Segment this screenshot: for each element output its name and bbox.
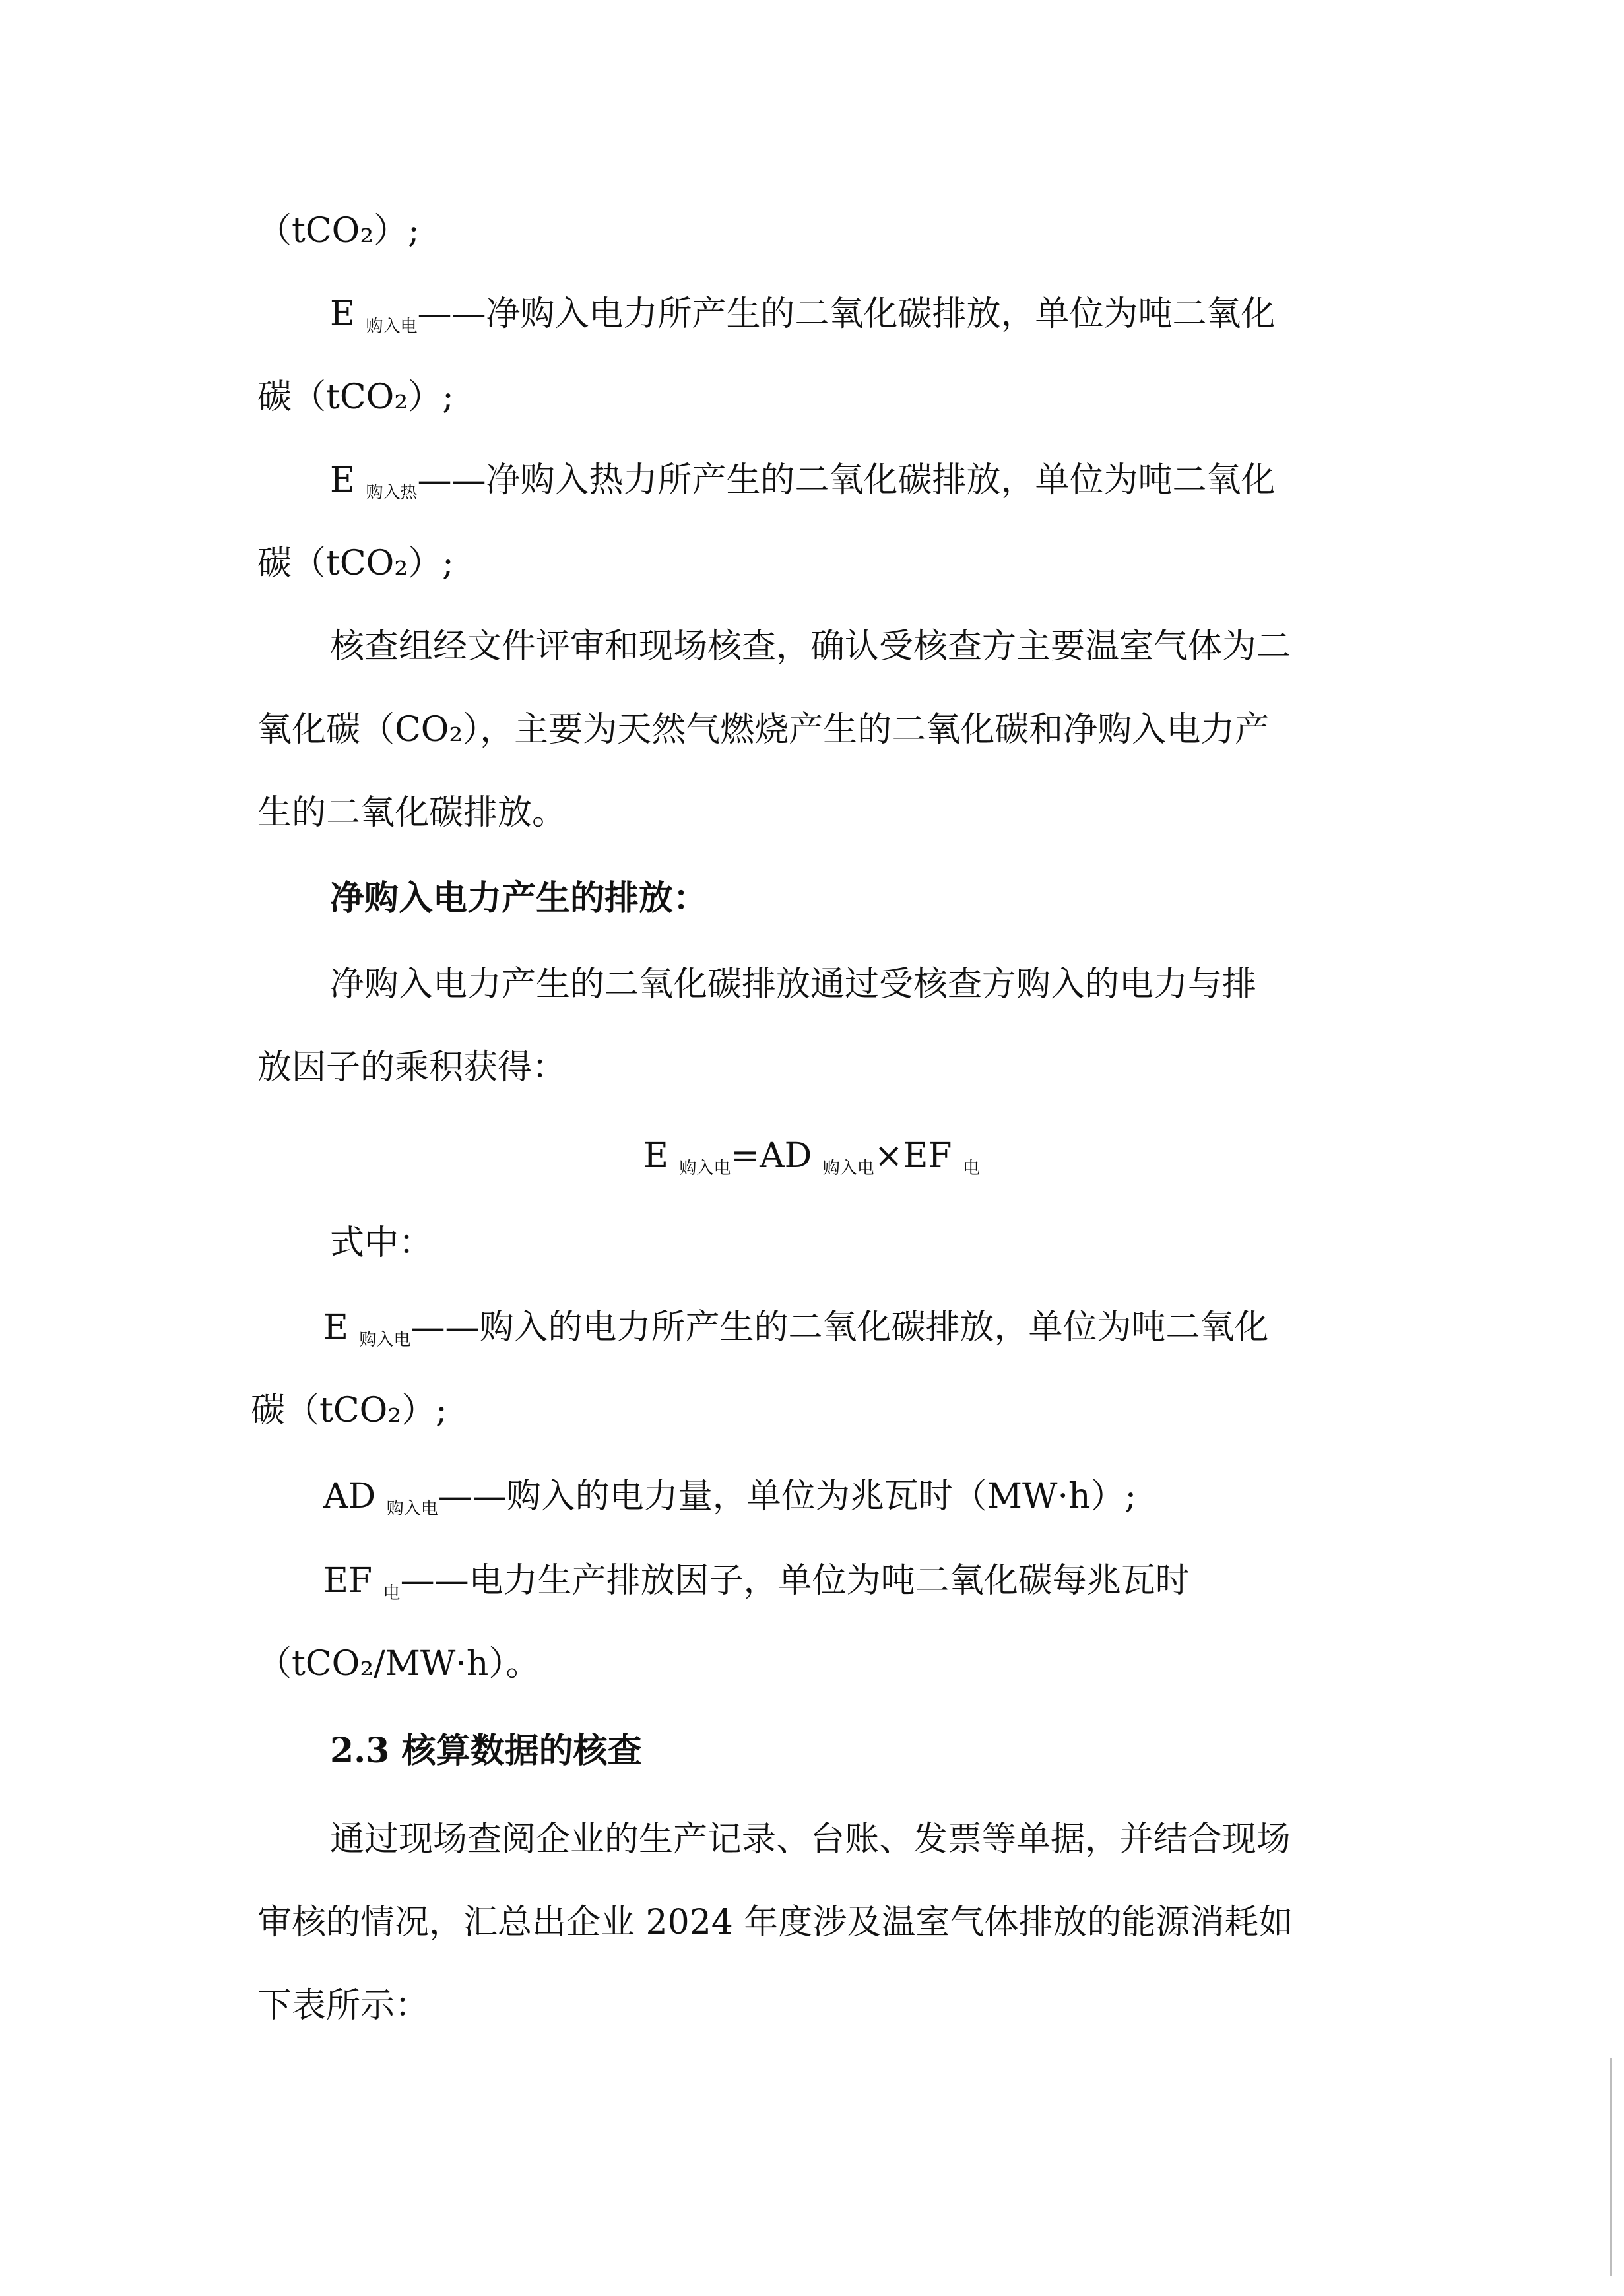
paragraph-line: 放因子的乘积获得： [257, 1048, 567, 1087]
symbol: AD [323, 1477, 376, 1516]
definition-line [330, 459, 1276, 507]
subscript: 购入电 [386, 1499, 438, 1519]
paragraph-line: 净购入电力产生的二氧化碳排放通过受核查方购入的电力与排 [330, 965, 1257, 1004]
definition-text: ——净购入热力所产生的二氧化碳排放，单位为吨二氧化 [417, 461, 1276, 500]
paragraph-line: 氧化碳（CO₂），主要为天然气燃烧产生的二氧化碳和净购入电力产 [257, 710, 1270, 749]
section-heading: 2.3 核算数据的核查 [330, 1731, 642, 1771]
formula [643, 1135, 980, 1183]
definition-text: ——净购入电力所产生的二氧化碳排放，单位为吨二氧化 [417, 294, 1276, 334]
definition-line [323, 1306, 1269, 1355]
formula-ef-subscript: 电 [963, 1159, 981, 1178]
formula-times: ×EF [874, 1136, 952, 1176]
definition-line [323, 1560, 1190, 1608]
subscript: 电 [383, 1583, 401, 1603]
paragraph-line: 生的二氧化碳排放。 [257, 793, 567, 833]
formula-e: E [643, 1136, 668, 1176]
text-line: （tCO₂/MW·h）。 [257, 1644, 540, 1684]
definition-line [330, 293, 1276, 341]
formula-e-subscript: 购入电 [679, 1159, 731, 1178]
symbol: E [330, 461, 355, 500]
subscript: 购入电 [359, 1330, 411, 1350]
scan-edge-mark [1610, 2058, 1612, 2276]
text-line: 碳（tCO₂）; [257, 544, 454, 583]
text-line: 式中： [330, 1223, 434, 1263]
paragraph-line: 审核的情况，汇总出企业 2024 年度涉及温室气体排放的能源消耗如 [257, 1903, 1293, 1942]
text-line: 碳（tCO₂）; [257, 377, 454, 417]
formula-ad-subscript: 购入电 [822, 1159, 874, 1178]
subheading: 净购入电力产生的排放： [330, 878, 708, 918]
paragraph-line: 通过现场查阅企业的生产记录、台账、发票等单据，并结合现场 [330, 1820, 1291, 1859]
symbol: EF [323, 1561, 373, 1601]
subscript: 购入电 [366, 317, 418, 336]
paragraph-line: 核查组经文件评审和现场核查，确认受核查方主要温室气体为二 [330, 627, 1291, 666]
paragraph-line: 下表所示： [257, 1986, 430, 2025]
definition-text: ——电力生产排放因子，单位为吨二氧化碳每兆瓦时 [400, 1561, 1190, 1601]
symbol: E [330, 294, 355, 334]
text-line: 碳（tCO₂）; [251, 1391, 447, 1430]
definition-line [323, 1475, 1136, 1523]
symbol: E [323, 1308, 348, 1347]
text-line: （tCO₂）; [257, 211, 420, 251]
definition-text: ——购入的电力量，单位为兆瓦时（MW·h）; [438, 1477, 1137, 1516]
formula-eq: =AD [731, 1136, 812, 1176]
definition-text: ——购入的电力所产生的二氧化碳排放，单位为吨二氧化 [410, 1308, 1269, 1347]
subscript: 购入热 [366, 483, 418, 503]
